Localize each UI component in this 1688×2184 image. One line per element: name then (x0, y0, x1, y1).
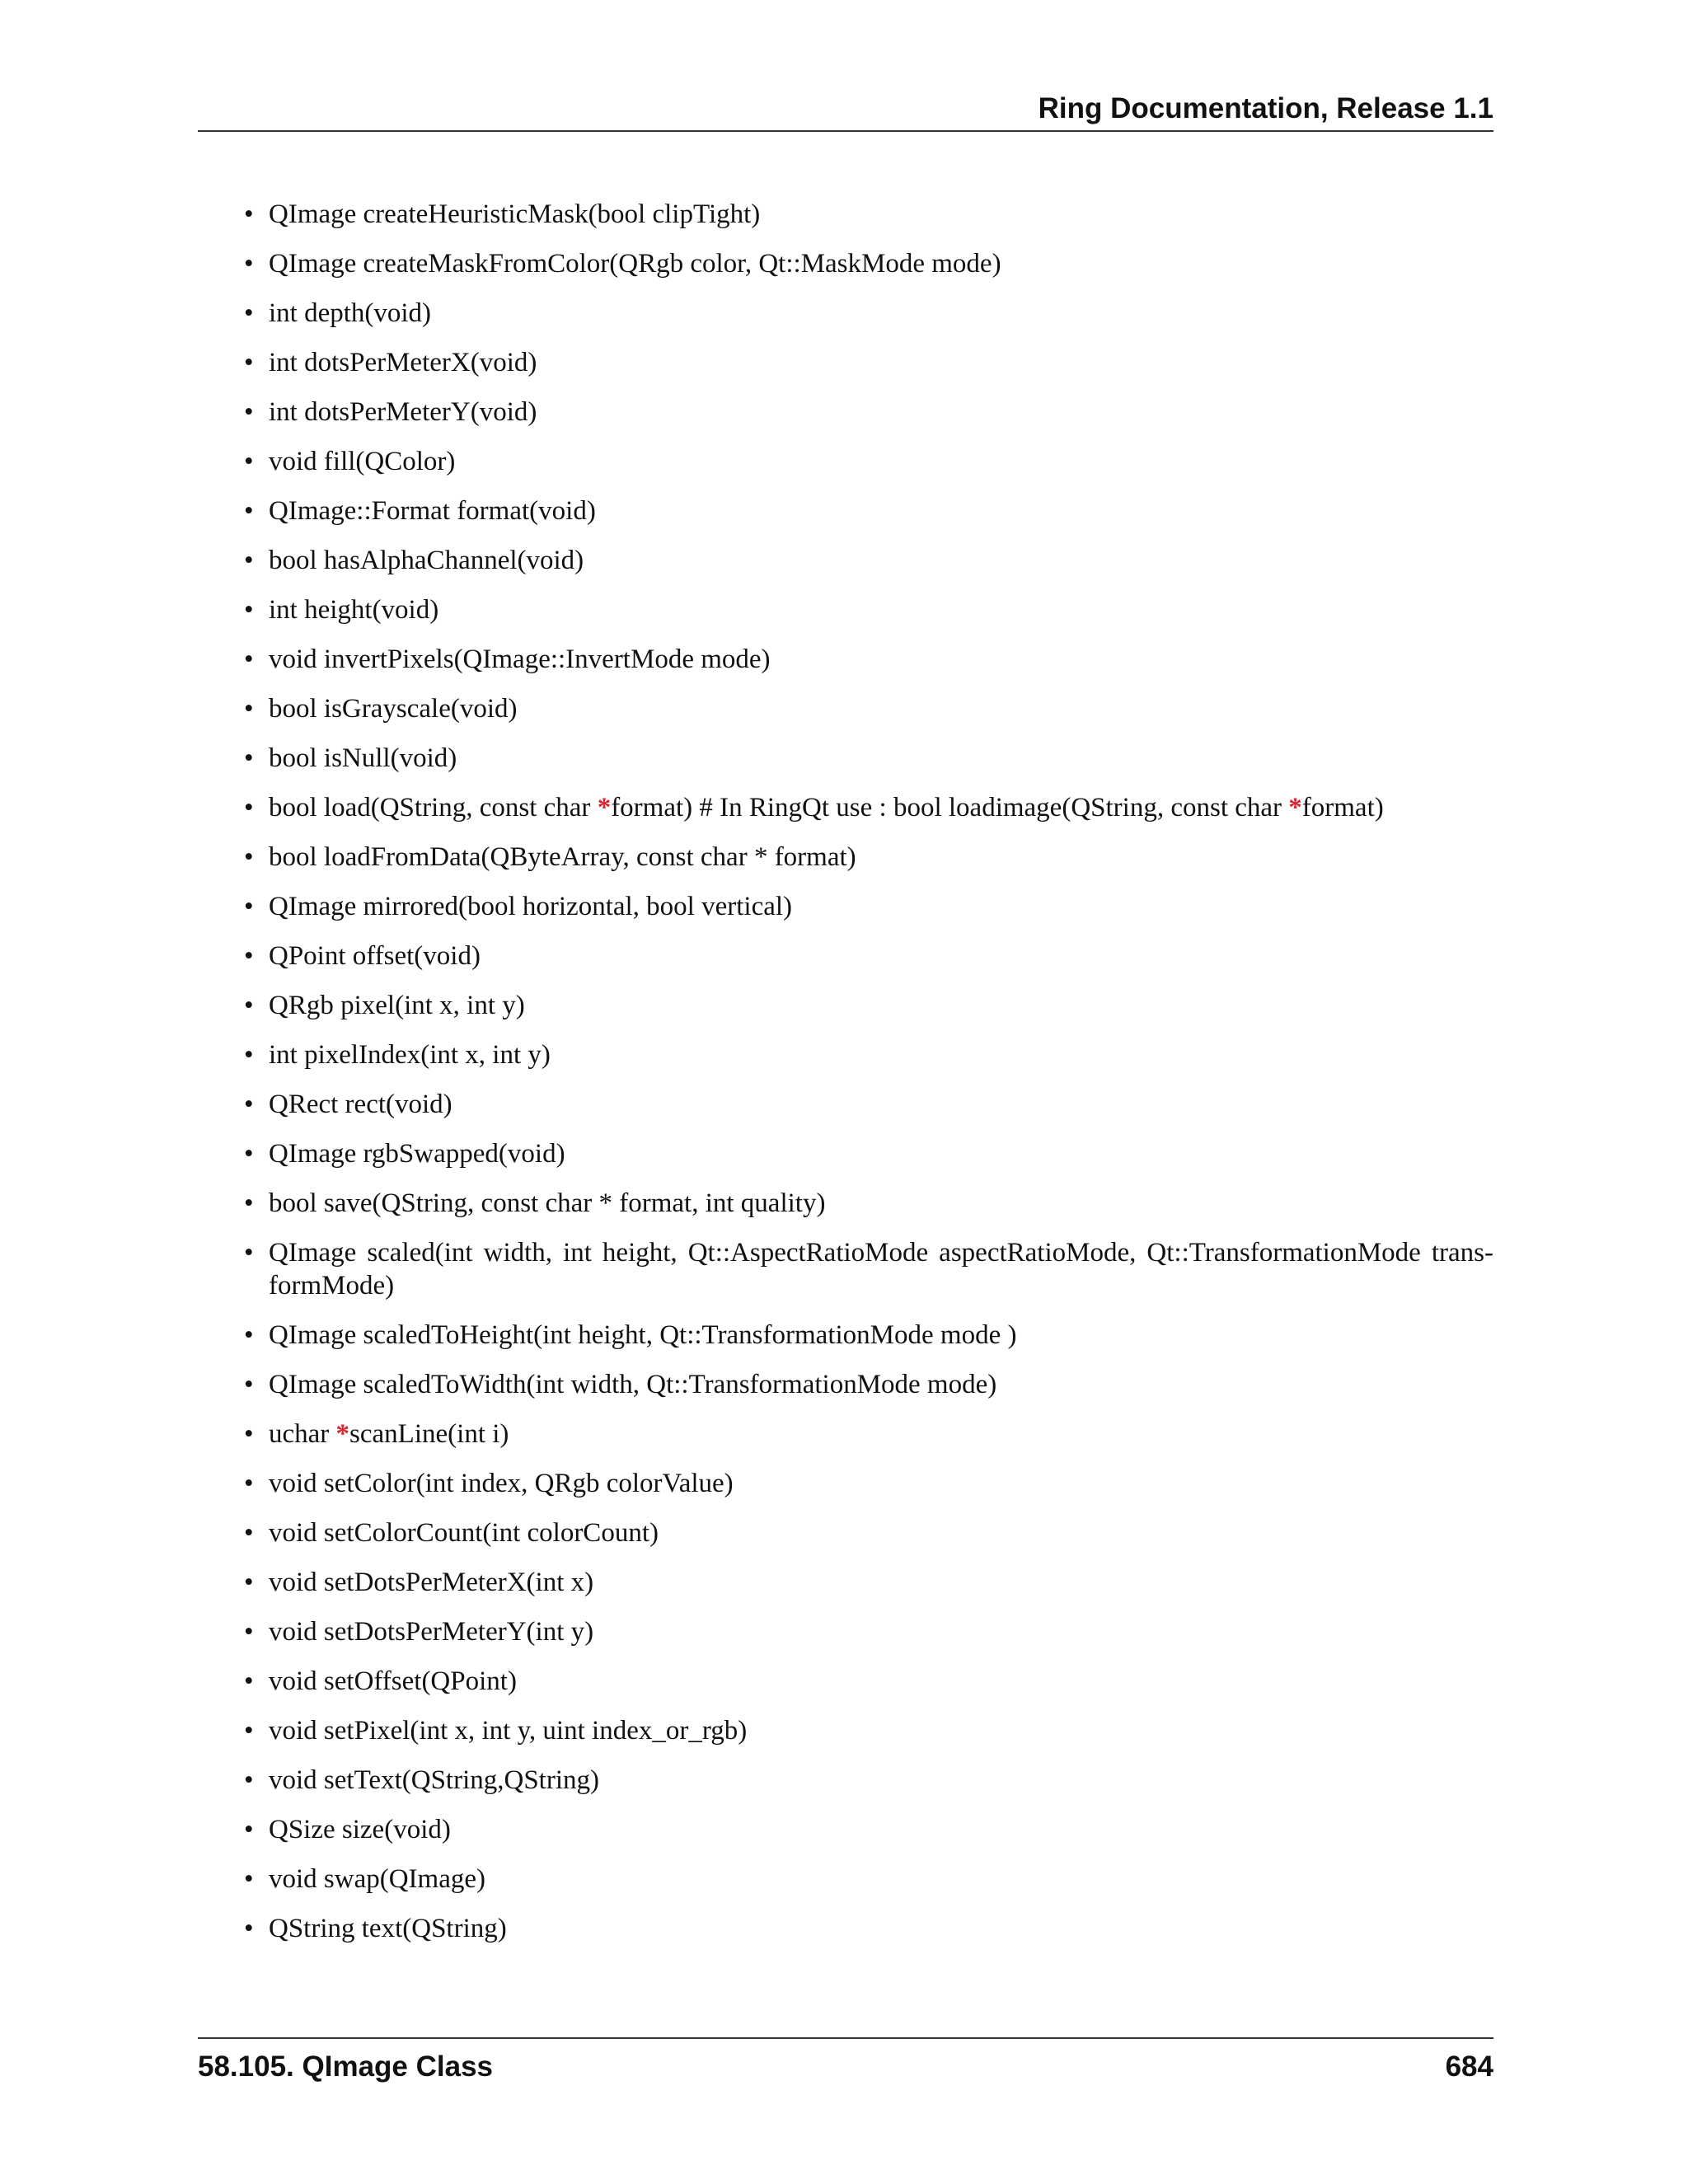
method-signature: QPoint offset(void) (269, 941, 481, 971)
pointer-asterisk: * (335, 1419, 350, 1449)
bullet-icon: • (244, 1617, 254, 1647)
list-item (198, 1813, 1493, 1846)
list-item (198, 1467, 1493, 1500)
list-item (198, 1665, 1493, 1698)
method-signature: QImage scaledToWidth(int width, Qt::TransformationMode mode) (269, 1370, 997, 1399)
bullet-icon: • (244, 1419, 254, 1449)
bullet-icon: • (244, 496, 254, 526)
method-signature: QImage scaled(int width, int height, Qt::AspectRatioMode aspectRatioMode, Qt::TransformationMode trans-formMode) (269, 1238, 1493, 1301)
bullet-icon: • (244, 199, 254, 229)
list-item (198, 247, 1493, 280)
bullet-icon: • (244, 1238, 254, 1268)
list-item (198, 1236, 1493, 1302)
method-signature: void setDotsPerMeterY(int y) (269, 1617, 594, 1647)
list-item (198, 494, 1493, 527)
method-signature (269, 793, 1384, 823)
list-item (198, 1912, 1493, 1945)
method-signature: int pixelIndex(int x, int y) (269, 1040, 551, 1070)
method-signature: void setOffset(QPoint) (269, 1666, 517, 1696)
list-item (198, 1137, 1493, 1170)
list-item (198, 1088, 1493, 1121)
page-header (198, 92, 1493, 132)
bullet-icon: • (244, 1666, 254, 1696)
method-signature: QImage createHeuristicMask(bool clipTight) (269, 199, 761, 229)
bullet-icon: • (244, 546, 254, 575)
list-item (198, 1418, 1493, 1451)
bullet-icon: • (244, 298, 254, 328)
bullet-icon: • (244, 1914, 254, 1943)
method-signature: bool isNull(void) (269, 743, 457, 773)
bullet-icon: • (244, 1040, 254, 1070)
bullet-icon: • (244, 991, 254, 1020)
method-signature: int dotsPerMeterX(void) (269, 348, 537, 377)
bullet-icon: • (244, 892, 254, 921)
signature-part: format) # In RingQt use : bool loadimage(QString, const char (611, 793, 1289, 823)
bullet-icon: • (244, 1518, 254, 1548)
bullet-icon: • (244, 1716, 254, 1746)
list-item (198, 1615, 1493, 1648)
method-signature: void fill(QColor) (269, 447, 456, 476)
method-signature: void invertPixels(QImage::InvertMode mode) (269, 644, 771, 674)
list-item (198, 1714, 1493, 1747)
bullet-icon: • (244, 348, 254, 377)
bullet-icon: • (244, 1139, 254, 1169)
bullet-icon: • (244, 694, 254, 724)
signature-part: uchar (269, 1419, 336, 1449)
method-signature (269, 1419, 509, 1449)
bullet-icon: • (244, 1370, 254, 1399)
method-signature: void setPixel(int x, int y, uint index_or_rgb) (269, 1716, 748, 1746)
list-item (198, 989, 1493, 1022)
bullet-icon: • (244, 842, 254, 872)
pointer-asterisk: * (1288, 793, 1302, 823)
method-signature: QString text(QString) (269, 1914, 507, 1943)
method-signature: void setColorCount(int colorCount) (269, 1518, 659, 1548)
bullet-icon: • (244, 743, 254, 773)
list-item (198, 841, 1493, 874)
bullet-icon: • (244, 1469, 254, 1498)
bullet-icon: • (244, 644, 254, 674)
bullet-icon: • (244, 1090, 254, 1119)
method-signature: int height(void) (269, 595, 439, 625)
bullet-icon: • (244, 793, 254, 823)
bullet-icon: • (244, 397, 254, 427)
method-signature: QSize size(void) (269, 1815, 451, 1844)
list-item (198, 297, 1493, 330)
method-signature: QImage scaledToHeight(int height, Qt::TransformationMode mode ) (269, 1320, 1017, 1350)
method-signature: void swap(QImage) (269, 1864, 486, 1894)
bullet-icon: • (244, 447, 254, 476)
section-title: 58.105. QImage Class (198, 2050, 493, 2083)
list-item (198, 1764, 1493, 1797)
method-signature: QImage::Format format(void) (269, 496, 596, 526)
list-item (198, 1038, 1493, 1071)
signature-part: scanLine(int i) (349, 1419, 509, 1449)
list-item (198, 643, 1493, 676)
method-signature: QRgb pixel(int x, int y) (269, 991, 525, 1020)
method-signature: void setDotsPerMeterX(int x) (269, 1568, 594, 1597)
document-title: Ring Documentation, Release 1.1 (1038, 92, 1493, 124)
signature-part: format) (1301, 793, 1384, 823)
bullet-icon: • (244, 941, 254, 971)
list-item (198, 692, 1493, 725)
list-item (198, 1516, 1493, 1549)
method-signature: bool hasAlphaChannel(void) (269, 546, 584, 575)
page-number: 684 (1445, 2050, 1493, 2083)
bullet-icon: • (244, 1765, 254, 1795)
method-signature: QImage rgbSwapped(void) (269, 1139, 565, 1169)
page-footer (198, 2037, 1493, 2083)
list-item (198, 396, 1493, 429)
list-item (198, 593, 1493, 626)
bullet-icon: • (244, 1320, 254, 1350)
list-item (198, 198, 1493, 231)
list-item (198, 1368, 1493, 1401)
signature-part: bool load(QString, const char (269, 793, 598, 823)
list-item (198, 791, 1493, 824)
method-signature: bool isGrayscale(void) (269, 694, 518, 724)
bullet-icon: • (244, 1815, 254, 1844)
method-signature: QRect rect(void) (269, 1090, 452, 1119)
list-item (198, 1187, 1493, 1220)
method-signature: void setText(QString,QString) (269, 1765, 599, 1795)
list-item (198, 742, 1493, 775)
list-item (198, 445, 1493, 478)
pointer-asterisk: * (597, 793, 612, 823)
method-signature: bool save(QString, const char * format, int quality) (269, 1188, 826, 1218)
method-signature: QImage mirrored(bool horizontal, bool vertical) (269, 892, 793, 921)
bullet-icon: • (244, 249, 254, 279)
list-item (198, 890, 1493, 923)
list-item (198, 940, 1493, 972)
list-item (198, 1566, 1493, 1599)
method-signature: int dotsPerMeterY(void) (269, 397, 537, 427)
bullet-icon: • (244, 1188, 254, 1218)
method-signature: bool loadFromData(QByteArray, const char * format) (269, 842, 856, 872)
bullet-icon: • (244, 595, 254, 625)
method-list (198, 198, 1493, 1961)
list-item (198, 1863, 1493, 1896)
method-signature: int depth(void) (269, 298, 432, 328)
method-signature: void setColor(int index, QRgb colorValue) (269, 1469, 734, 1498)
list-item (198, 1319, 1493, 1352)
bullet-icon: • (244, 1864, 254, 1894)
list-item (198, 346, 1493, 379)
method-signature: QImage createMaskFromColor(QRgb color, Qt::MaskMode mode) (269, 249, 1001, 279)
list-item (198, 544, 1493, 577)
bullet-icon: • (244, 1568, 254, 1597)
